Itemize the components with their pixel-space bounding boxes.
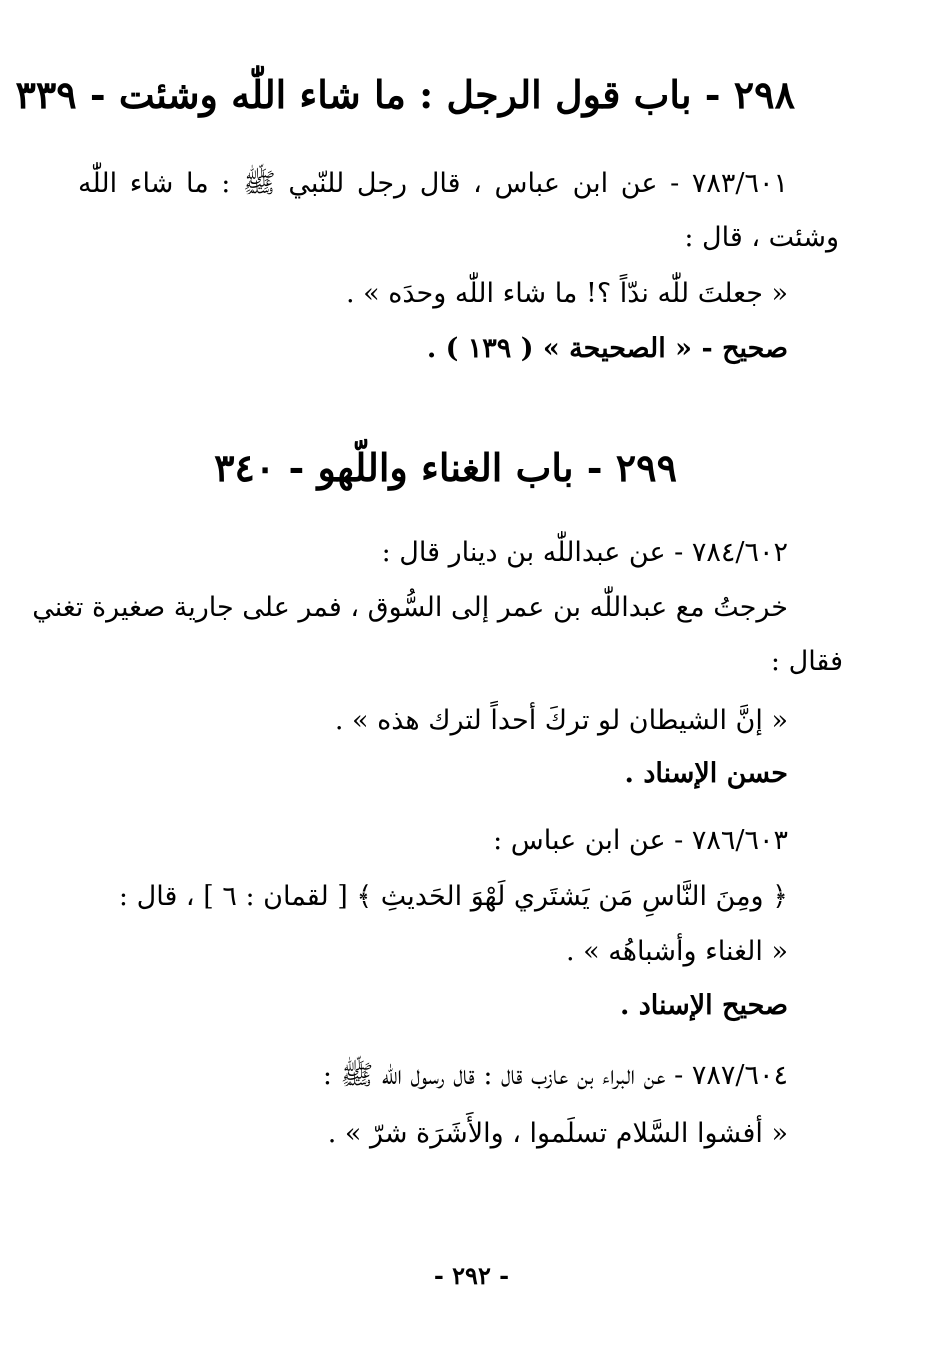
hadith-604-line-1: ٧٨٧/٦٠٤ - عن البراء بن عازب قال : قال رسول اللّٰه ﷺ :	[322, 1060, 788, 1091]
page-number: - ٢٩٢ -	[433, 1261, 510, 1290]
hadith-601-grade: صحيح - « الصحيحة » ( ١٣٩ ) .	[426, 333, 788, 364]
hadith-603-grade: صحيح الإسناد .	[619, 990, 788, 1021]
hadith-604-quote: « أفشوا السَّلام تسلَموا ، والأَشَرَة شرّ » .	[327, 1118, 788, 1149]
hadith-601-line-1: ٧٨٣/٦٠١ - عن ابن عباس ، قال رجل للنّبي ﷺ : ما شاء اللّٰه	[78, 168, 788, 199]
hadith-602-line-2: خرجتُ مع عبداللّٰه بن عمر إلى السُّوق ، فمر على جارية صغيرة تغني	[32, 592, 788, 623]
hadith-602-line-3: فقال :	[770, 646, 843, 677]
chapter-heading-298: ٢٩٨ - باب قول الرجل : ما شاء اللّٰه وشئت - ٣٣٩	[15, 72, 795, 117]
hadith-603-quote: « الغناء وأشباهُه » .	[565, 936, 788, 967]
hadith-602-line-1: ٧٨٤/٦٠٢ - عن عبداللّٰه بن دينار قال :	[381, 537, 788, 568]
hadith-603-line-2: ﴿ ومِنَ النَّاسِ مَن يَشتَري لَهْوَ الحَديثِ ﴾ [ لقمان : ٦ ] ، قال :	[118, 881, 788, 912]
chapter-heading-299: ٢٩٩ - باب الغناء واللّهو - ٣٤٠	[214, 445, 677, 490]
hadith-601-quote: « جعلتَ للّٰه ندّاً ؟! ما شاء اللّٰه وحدَه » .	[345, 278, 788, 309]
hadith-601-line-2: وشئت ، قال :	[684, 222, 839, 253]
hadith-602-quote: « إنَّ الشيطان لو تركَ أحداً لترك هذه » .	[334, 705, 788, 736]
hadith-603-line-1: ٧٨٦/٦٠٣ - عن ابن عباس :	[493, 825, 788, 856]
hadith-602-grade: حسن الإسناد .	[624, 758, 788, 789]
